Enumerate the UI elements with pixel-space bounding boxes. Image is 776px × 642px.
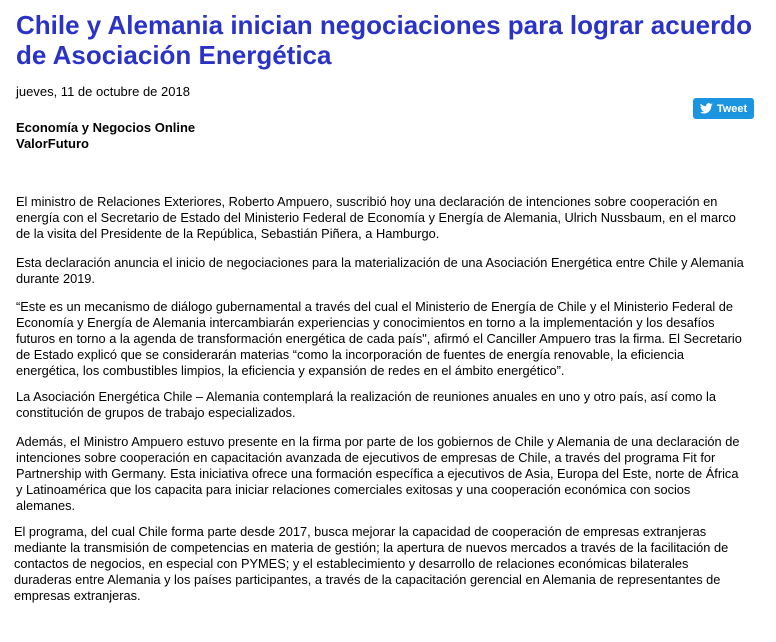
article-date: jueves, 11 de octubre de 2018 [16,84,190,99]
paragraph-6: El programa, del cual Chile forma parte desde 2017, busca mejorar la capacidad de cooperación de empresas extranjeras mediante la transmisión de competencias en materia de gestión; la apertura de nuevos mercados a través de la facilitación de contactos de negocios, en especial con PYMES; y el establecimiento y desarrollo de relaciones económicas bilaterales duraderas entre Alemania y los países participantes, a través de la capacitación gerencial en Alemania de representantes de empresas extranjeras. [14,524,729,603]
tweet-button[interactable] [693,98,754,119]
source-section: Economía y Negocios Online [16,120,196,135]
article-title: Chile y Alemania inician negociaciones para lograr acuerdo de Asociación Energética [16,10,752,70]
paragraph-1: El ministro de Relaciones Exteriores, Roberto Ampuero, suscribió hoy una declaración de intenciones sobre cooperación en energía con el Secretario de Estado del Ministerio Federal de Economía y Energía de Alemania, Ulrich Nussbaum, en el marco de la visita del Presidente de la República, Sebastián Piñera, a Hamburgo. [16,194,736,241]
twitter-bird-icon [700,103,713,114]
paragraph-2: Esta declaración anuncia el inicio de negociaciones para la materialización de una Asociación Energética entre Chile y Alemania durante 2019. [16,255,744,286]
paragraph-4: La Asociación Energética Chile – Alemania contemplará la realización de reuniones anuales en uno y otro país, así como la constitución de grupos de trabajo especializados. [16,389,716,420]
paragraph-5: Además, el Ministro Ampuero estuvo presente en la firma por parte de los gobiernos de Chile y Alemania de una declaración de intenciones sobre cooperación en capacitación avanzada de ejecutivos de empresas de Chile, a través del programa Fit for Partnership with Germany. Esta iniciativa ofrece una formación específica a ejecutivos de Asia, Europa del Este, norte de África y Latinoamérica que los capacita para iniciar relaciones comerciales exitosas y una cooperación económica con socios alemanes. [16,434,740,513]
tweet-label: Tweet [716,102,748,115]
paragraph-3: “Este es un mecanismo de diálogo gubernamental a través del cual el Ministerio de Energía de Chile y el Ministerio Federal de Economía y Energía de Alemania intercambiarán experiencias y conocimientos en torno a la implementación y los desafíos futuros en torno a la agenda de transformación energética de cada país", afirmó el Canciller Ampuero tras la firma. El Secretario de Estado explicó que se considerarán materias “como la incorporación de fuentes de energía renovable, la eficiencia energética, los combustibles limpios, la eficiencia y expansión de redes en el ámbito energético”. [16,299,742,378]
article-source [16,120,195,152]
source-publication: ValorFuturo [16,136,89,151]
